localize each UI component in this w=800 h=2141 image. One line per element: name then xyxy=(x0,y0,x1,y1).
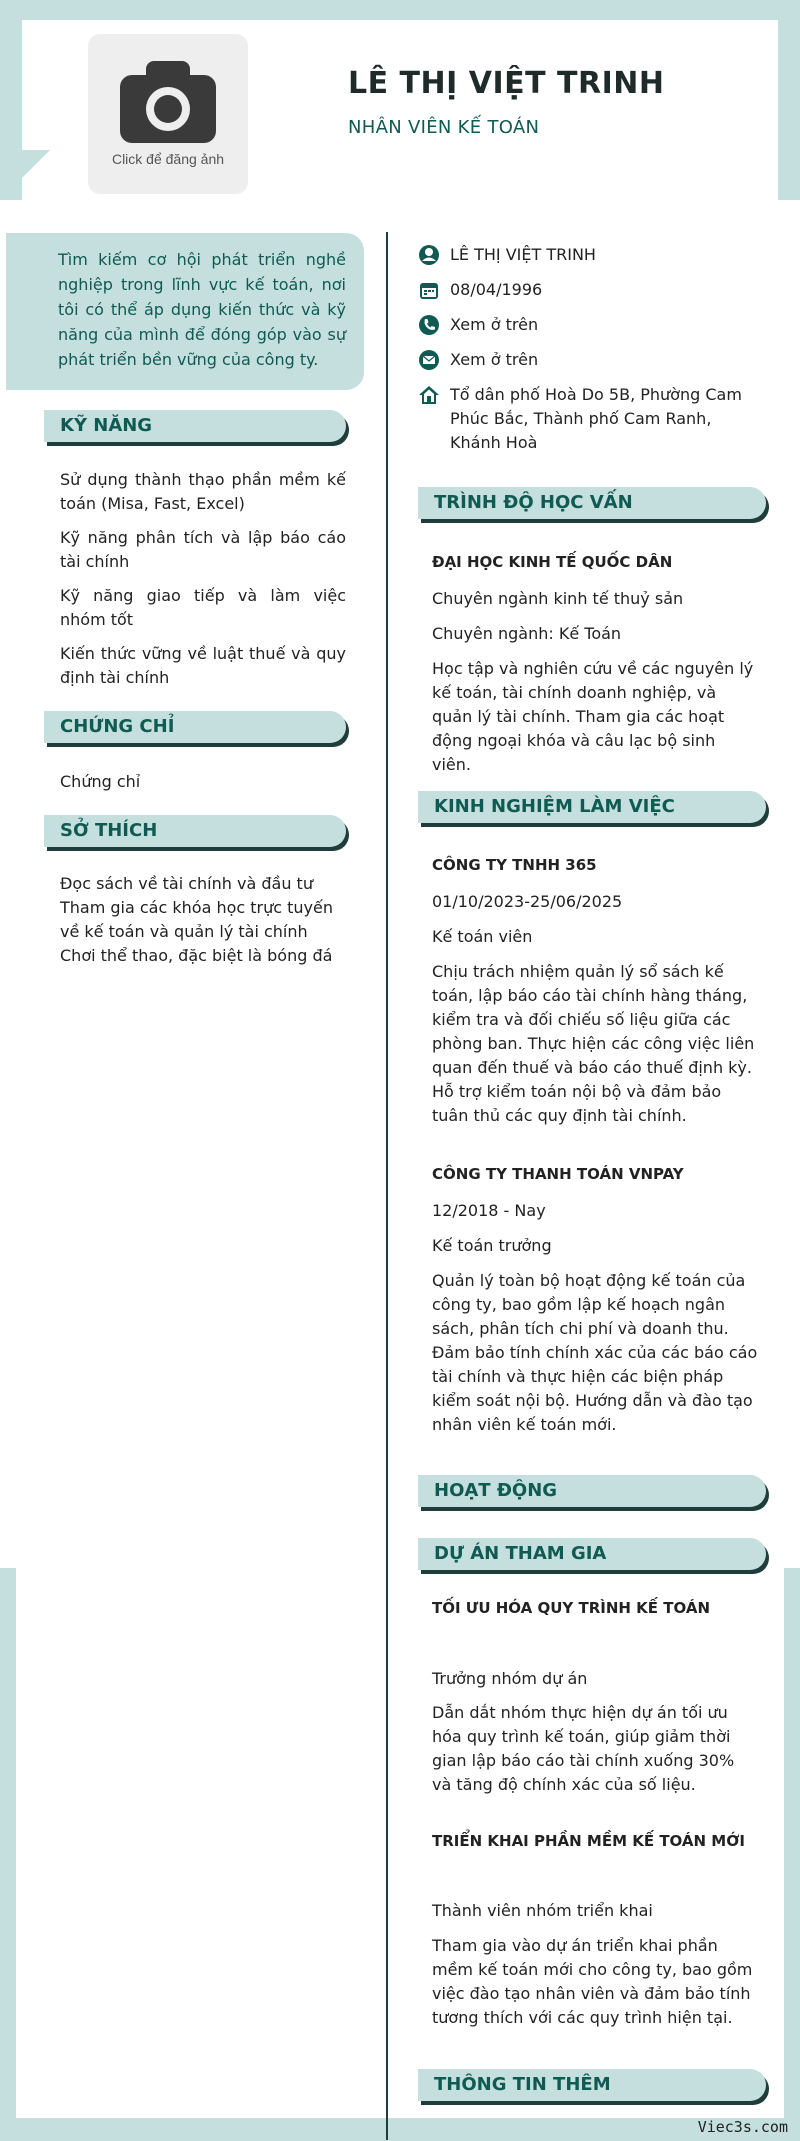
home-icon xyxy=(418,384,440,406)
section-title: SỞ THÍCH xyxy=(44,815,346,847)
list-item: Chơi thể thao, đặc biệt là bóng đá xyxy=(60,946,333,965)
section-title: CHỨNG CHỈ xyxy=(44,711,346,743)
list-item: Tham gia các khóa học trực tuyến về kế toán và quản lý tài chính xyxy=(60,898,334,941)
education-major: Chuyên ngành: Kế Toán xyxy=(432,624,622,643)
contact-name xyxy=(418,243,760,267)
section-title: THÔNG TIN THÊM xyxy=(418,2069,766,2101)
avatar-caption: Click để đăng ảnh xyxy=(111,151,225,167)
projects-heading xyxy=(418,1538,766,1574)
project-role: Thành viên nhóm triển khai xyxy=(432,1901,653,1920)
user-icon xyxy=(418,244,440,266)
hobbies-list xyxy=(60,872,346,968)
calendar-icon xyxy=(418,279,440,301)
list-item: Kỹ năng phân tích và lập báo cáo tài chính xyxy=(60,528,346,571)
contact-address-text: Tổ dân phố Hoà Do 5B, Phường Cam Phúc Bắc, Thành phố Cam Ranh, Khánh Hoà xyxy=(450,385,742,452)
activities-heading xyxy=(418,1475,766,1511)
contact-name-text: LÊ THỊ VIỆT TRINH xyxy=(450,245,596,264)
list-item: Chứng chỉ xyxy=(60,772,141,791)
job-description: Quản lý toàn bộ hoạt động kế toán của công ty, bao gồm lập kế hoạch ngân sách, phân tích chi phí và doanh thu. Đảm bảo tính chính xác của các báo cáo tài chính và thực hiện các biện pháp kiểm soát nội bộ. Hướng dẫn và đào tạo nhân viên kế toán mới. xyxy=(432,1271,758,1434)
career-objective: Tìm kiếm cơ hội phát triển nghề nghiệp trong lĩnh vực kế toán, nơi tôi có thể áp dụng kiến thức và kỹ năng của mình để đóng góp vào sự phát triển bền vững của công ty. xyxy=(6,233,364,390)
skills-list xyxy=(60,468,346,700)
project-role: Trưởng nhóm dự án xyxy=(432,1669,588,1688)
candidate-name: LÊ THỊ VIỆT TRINH xyxy=(348,66,665,101)
education-description: Học tập và nghiên cứu về các nguyên lý kế toán, tài chính doanh nghiệp, và quản lý tài chính. Tham gia các hoạt động ngoại khóa và câu lạc bộ sinh viên. xyxy=(432,659,754,774)
certificates-heading xyxy=(44,711,346,747)
job-title: NHÂN VIÊN KẾ TOÁN xyxy=(348,117,540,138)
skills-heading xyxy=(44,410,346,446)
job-position: Kế toán trưởng xyxy=(432,1236,552,1255)
watermark: Viec3s.com xyxy=(697,2118,788,2136)
education-heading xyxy=(418,487,766,523)
certificates-list xyxy=(60,770,346,804)
contact-phone xyxy=(418,313,760,337)
email-icon xyxy=(418,349,440,371)
contact-address xyxy=(418,383,760,455)
project-description: Dẫn dắt nhóm thực hiện dự án tối ưu hóa quy trình kế toán, giúp giảm thời gian lập báo cáo tài chính xuống 30% và tăng độ chính xác của số liệu. xyxy=(432,1703,735,1794)
contact-dob xyxy=(418,278,760,302)
section-title: HOẠT ĐỘNG xyxy=(418,1475,766,1507)
education-major: Chuyên ngành kinh tế thuỷ sản xyxy=(432,589,684,608)
column-divider xyxy=(386,232,388,2140)
list-item: Kỹ năng giao tiếp và làm việc nhóm tốt xyxy=(60,586,346,629)
avatar-upload[interactable] xyxy=(88,34,248,194)
job-period: 12/2018 - Nay xyxy=(432,1201,546,1220)
list-item: Đọc sách về tài chính và đầu tư xyxy=(60,874,313,893)
contact-email xyxy=(418,348,760,372)
list-item: Kiến thức vững về luật thuế và quy định tài chính xyxy=(60,644,346,687)
job-position: Kế toán viên xyxy=(432,927,533,946)
contact-dob-text: 08/04/1996 xyxy=(450,280,543,299)
contact-email-text: Xem ở trên xyxy=(450,350,539,369)
job-company: CÔNG TY THANH TOÁN VNPAY xyxy=(432,1165,684,1183)
contact-phone-text: Xem ở trên xyxy=(450,315,539,334)
job-period: 01/10/2023-25/06/2025 xyxy=(432,892,623,911)
education-school: ĐẠI HỌC KINH TẾ QUỐC DÂN xyxy=(432,553,673,571)
section-title: KỸ NĂNG xyxy=(44,410,346,442)
job-company: CÔNG TY TNHH 365 xyxy=(432,856,597,874)
project-name: TỐI ƯU HÓA QUY TRÌNH KẾ TOÁN xyxy=(432,1599,710,1617)
hobbies-heading xyxy=(44,815,346,851)
section-title: KINH NGHIỆM LÀM VIỆC xyxy=(418,791,766,823)
camera-icon xyxy=(120,61,216,143)
additional-info-heading xyxy=(418,2069,766,2105)
project-description: Tham gia vào dự án triển khai phần mềm kế toán mới cho công ty, bao gồm việc đào tạo nhân viên và đảm bảo tính tương thích với các quy trình hiện tại. xyxy=(432,1936,753,2027)
list-item: Sử dụng thành thạo phần mềm kế toán (Misa, Fast, Excel) xyxy=(60,470,346,513)
project-name: TRIỂN KHAI PHẦN MỀM KẾ TOÁN MỚI xyxy=(432,1832,745,1850)
frame-corner xyxy=(0,150,50,200)
experience-heading xyxy=(418,791,766,827)
section-title: DỰ ÁN THAM GIA xyxy=(418,1538,766,1570)
job-description: Chịu trách nhiệm quản lý sổ sách kế toán, lập báo cáo tài chính hàng tháng, kiểm tra và đối chiếu số liệu giữa các phòng ban. Thực hiện các công việc liên quan đến thuế và báo cáo thuế định kỳ. Hỗ trợ kiểm toán nội bộ và đảm bảo tuân thủ các quy định tài chính. xyxy=(432,962,755,1125)
section-title: TRÌNH ĐỘ HỌC VẤN xyxy=(418,487,766,519)
phone-icon xyxy=(418,314,440,336)
